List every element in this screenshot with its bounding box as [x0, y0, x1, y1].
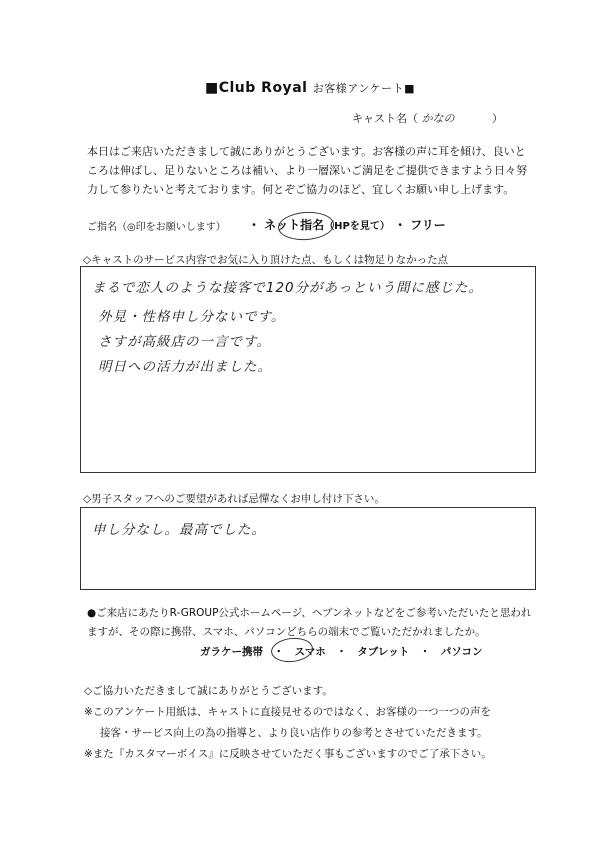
- q3-text: ●ご来店にあたりR-GROUP公式ホームページ、ヘブンネットなどをご参考いただいたと思われますが、その際に携帯、スマホ、パソコンどちらの端末でご覧いただかれましたか。: [87, 607, 532, 638]
- survey-title: [205, 80, 415, 96]
- q1-answer-line: さすが高級店の一言です。: [98, 334, 271, 350]
- nomination-selected-circle: [277, 210, 335, 242]
- q2-label: ◇男子スタッフへのご要望があれば忌憚なくお申し付け下さい。: [83, 493, 385, 505]
- q2-answer-line: 申し分なし。最高でした。: [92, 522, 266, 538]
- club-name: ■Club Royal: [205, 80, 308, 96]
- footer-thanks: ◇ご協力いただきまして誠にありがとうございます。: [84, 685, 333, 697]
- cast-name-close: ）: [492, 112, 503, 125]
- q1-answer-line: 明日への活力が出ました。: [98, 359, 272, 375]
- nomination-option-net: ・ ネット指名: [248, 218, 325, 232]
- cast-name-value: かなの: [421, 112, 455, 125]
- cast-name-label: キャスト名（: [352, 112, 418, 125]
- q1-label: ◇キャストのサービス内容でお気に入り頂けた点、もしくは物足りなかった点: [83, 254, 449, 266]
- footer-note: 接客・サービス向上の為の指導と、より良い店作りの参考とさせていただきます。: [100, 727, 488, 739]
- nomination-option-free: ・ フリー: [394, 218, 446, 232]
- q1-answer-line: 外見・性格申し分ないです。: [98, 309, 286, 325]
- device-options: ガラケー携帯 ・ スマホ ・ タブレット ・ パソコン: [200, 646, 483, 658]
- intro-text: 本日はご来店いただきまして誠にありがとうございます。お客様の声に耳を傾け、良いところは伸ばし、足りないところは補い、より一層深いご満足をご提供できますよう日々努力して参りたいと考えております。何とぞご協力のほど、宜しくお願い申し上げます。: [87, 145, 527, 196]
- q1-answer-line: まるで恋人のような接客で120分があっという間に感じた。: [92, 280, 483, 296]
- survey-subtitle: お客様アンケート■: [312, 82, 416, 95]
- nomination-label: ご指名（◎印をお願いします）: [87, 222, 226, 233]
- footer-notes: [84, 681, 544, 765]
- nomination-option-net-note: （HPを見て）: [324, 221, 390, 232]
- footer-note: ※また『カスタマーボイス』に反映させていただく事もございますのでご了承下さい。: [84, 748, 492, 760]
- footer-note: ※このアンケート用紙は、キャストに直接見せるのではなく、お客様の一つ一つの声を: [84, 706, 491, 718]
- cast-name-row: [352, 110, 503, 126]
